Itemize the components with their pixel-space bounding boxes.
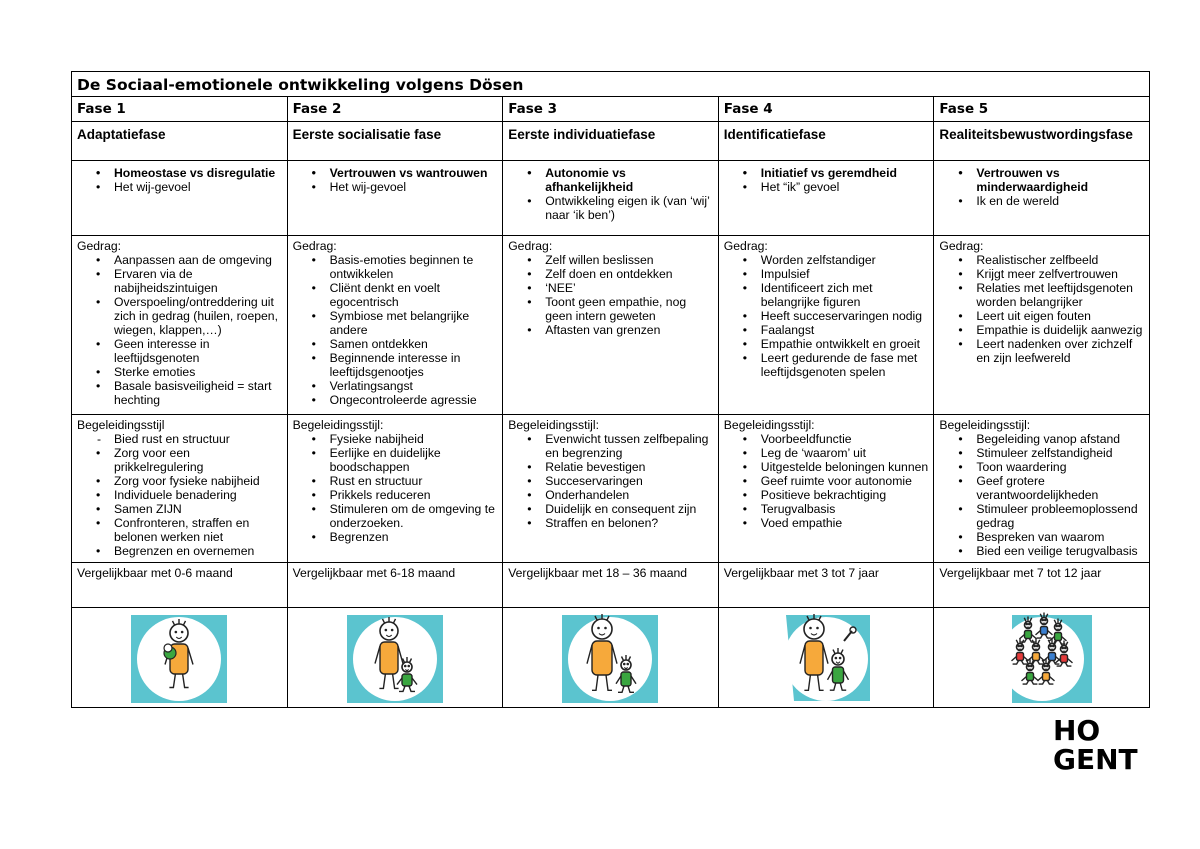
list-item: • Relatie bevestigen	[503, 460, 718, 474]
theme-cell	[934, 161, 1150, 236]
list-item: • Symbiose met belangrijke andere	[288, 309, 503, 337]
list-item: • Voorbeeldfunctie	[719, 432, 934, 446]
phase-label: Fase 5	[939, 101, 989, 117]
person-with-child-icon	[558, 611, 662, 707]
list-item: • Beginnende interesse in leeftijdsgenootjes	[288, 351, 503, 379]
person-and-child-with-tool-icon	[774, 611, 878, 707]
list-item: • Basis-emoties beginnen te ontwikkelen	[288, 253, 503, 281]
comparable-age-text: Vergelijkbaar met 0-6 maand	[77, 566, 233, 580]
phase-name: Realiteitsbewustwordingsfase	[939, 127, 1133, 142]
list-item: - Bied rust en structuur	[72, 432, 287, 446]
list-item: • Ik en de wereld	[934, 194, 1149, 208]
list-item: • Geef ruimte voor autonomie	[719, 474, 934, 488]
logo-line-1: HO	[1053, 714, 1101, 747]
illustration-cell	[718, 608, 934, 708]
list-item: • Toon waardering	[934, 460, 1149, 474]
list-item: • Impulsief	[719, 267, 934, 281]
list-item: • Stimuleer probleemoplossend gedrag	[934, 502, 1149, 530]
list-item: • Stimuleren om de omgeving te onderzoeken.	[288, 502, 503, 530]
list-item: • Het wij-gevoel	[288, 180, 503, 194]
comparable-age-text: Vergelijkbaar met 6-18 maand	[292, 566, 456, 580]
list-item: • Zelf doen en ontdekken	[503, 267, 718, 281]
illustration-cell	[287, 608, 503, 708]
list-item: • Identificeert zich met belangrijke figuren	[719, 281, 934, 309]
phase-label: Fase 3	[508, 101, 558, 117]
list-item: • Vertrouwen vs minderwaardigheid	[934, 166, 1149, 194]
theme-list	[503, 161, 718, 222]
list-item: • Begeleiding vanop afstand	[934, 432, 1149, 446]
list-item: • Krijgt meer zelfvertrouwen	[934, 267, 1149, 281]
guidance-style-list	[503, 432, 718, 530]
behaviour-label: Gedrag:	[292, 239, 337, 253]
behaviour-list	[503, 253, 718, 337]
phase-cell	[934, 97, 1150, 122]
list-item: • Ervaren via de nabijheidszintuigen	[72, 267, 287, 295]
behaviour-cell	[718, 236, 934, 415]
behaviour-label: Gedrag:	[723, 239, 768, 253]
list-item: • Bied een veilige terugvalbasis	[934, 544, 1149, 558]
list-item: • Confronteren, straffen en belonen werken niet	[72, 516, 287, 544]
phase-row	[72, 97, 1150, 122]
illustration-cell	[934, 608, 1150, 708]
list-item: • Realistischer zelfbeeld	[934, 253, 1149, 267]
list-item: • Faalangst	[719, 323, 934, 337]
list-item: • Onderhandelen	[503, 488, 718, 502]
guidance-style-cell	[72, 415, 288, 563]
guidance-style-label: Begeleidingsstijl:	[292, 418, 384, 432]
group-of-children-icon	[990, 611, 1094, 707]
list-item: • Aftasten van grenzen	[503, 323, 718, 337]
theme-list	[719, 161, 934, 194]
comparable-age-text: Vergelijkbaar met 18 – 36 maand	[508, 566, 688, 580]
illustration-cell	[72, 608, 288, 708]
list-item: • Zelf willen beslissen	[503, 253, 718, 267]
phase-name-cell	[287, 122, 503, 161]
behaviour-cell	[503, 236, 719, 415]
list-item: • Fysieke nabijheid	[288, 432, 503, 446]
comparable-age-cell	[503, 563, 719, 608]
list-item: • Begrenzen en overnemen	[72, 544, 287, 558]
list-item: • Zorg voor een prikkelregulering	[72, 446, 287, 474]
hogent-logo	[1053, 716, 1149, 774]
person-with-toddler-icon	[343, 611, 447, 707]
phase-name: Adaptatiefase	[77, 127, 166, 142]
development-table	[71, 71, 1150, 708]
list-item: • Worden zelfstandiger	[719, 253, 934, 267]
person-holding-baby-icon	[127, 611, 231, 707]
guidance-style-label: Begeleidingsstijl:	[723, 418, 815, 432]
list-item: • Leert uit eigen fouten	[934, 309, 1149, 323]
list-item: • Rust en structuur	[288, 474, 503, 488]
list-item: • Eerlijke en duidelijke boodschappen	[288, 446, 503, 474]
theme-list	[72, 161, 287, 194]
document-title: De Sociaal-emotionele ontwikkeling volgens Dösen	[77, 76, 524, 94]
guidance-style-label: Begeleidingsstijl:	[939, 418, 1031, 432]
behaviour-list	[288, 253, 503, 407]
list-item: • Voed empathie	[719, 516, 934, 530]
phase-name-cell	[72, 122, 288, 161]
phase-label: Fase 2	[292, 101, 342, 117]
behaviour-label: Gedrag:	[508, 239, 553, 253]
list-item: • Evenwicht tussen zelfbepaling en begrenzing	[503, 432, 718, 460]
list-item: • Zorg voor fysieke nabijheid	[72, 474, 287, 488]
behaviour-row	[72, 236, 1150, 415]
comparable-age-row	[72, 563, 1150, 608]
behaviour-label: Gedrag:	[77, 239, 122, 253]
behaviour-cell	[287, 236, 503, 415]
list-item: • Autonomie vs afhankelijkheid	[503, 166, 718, 194]
phase-name: Eerste socialisatie fase	[292, 127, 442, 142]
comparable-age-cell	[72, 563, 288, 608]
theme-row	[72, 161, 1150, 236]
behaviour-cell	[934, 236, 1150, 415]
list-item: • Ontwikkeling eigen ik (van ‘wij’ naar ‘ik ben’)	[503, 194, 718, 222]
phase-label: Fase 4	[723, 101, 773, 117]
list-item: • Leg de ‘waarom’ uit	[719, 446, 934, 460]
list-item: • Aanpassen aan de omgeving	[72, 253, 287, 267]
guidance-style-cell	[503, 415, 719, 563]
logo-line-2: GENT	[1053, 743, 1138, 776]
list-item: • Prikkels reduceren	[288, 488, 503, 502]
guidance-style-cell	[934, 415, 1150, 563]
comparable-age-cell	[718, 563, 934, 608]
list-item: • Het wij-gevoel	[72, 180, 287, 194]
list-item: • Homeostase vs disregulatie	[72, 166, 287, 180]
list-item: • Individuele benadering	[72, 488, 287, 502]
guidance-style-list	[934, 432, 1149, 558]
list-item: • Overspoeling/ontreddering uit zich in gedrag (huilen, roepen, wiegen, klappen,…)	[72, 295, 287, 337]
list-item: • Heeft succeservaringen nodig	[719, 309, 934, 323]
behaviour-list	[719, 253, 934, 379]
phase-cell	[72, 97, 288, 122]
list-item: • Uitgestelde beloningen kunnen	[719, 460, 934, 474]
list-item: • Toont geen empathie, nog geen intern geweten	[503, 295, 718, 323]
list-item: • Geen interesse in leeftijdsgenoten	[72, 337, 287, 365]
theme-cell	[718, 161, 934, 236]
list-item: • ‘NEE’	[503, 281, 718, 295]
comparable-age-cell	[934, 563, 1150, 608]
title-cell	[72, 72, 1150, 97]
illustration-cell	[503, 608, 719, 708]
list-item: • Het “ik” gevoel	[719, 180, 934, 194]
comparable-age-cell	[287, 563, 503, 608]
list-item: • Initiatief vs geremdheid	[719, 166, 934, 180]
guidance-style-label: Begeleidingsstijl	[77, 418, 165, 432]
list-item: • Leert gedurende de fase met leeftijdsgenoten spelen	[719, 351, 934, 379]
phase-label: Fase 1	[77, 101, 126, 117]
phase-name-cell	[718, 122, 934, 161]
list-item: • Empathie is duidelijk aanwezig	[934, 323, 1149, 337]
list-item: • Verlatingsangst	[288, 379, 503, 393]
phase-name: Identificatiefase	[723, 127, 826, 142]
list-item: • Samen ZIJN	[72, 502, 287, 516]
phase-name-row	[72, 122, 1150, 161]
phase-name: Eerste individuatiefase	[508, 127, 656, 142]
list-item: • Empathie ontwikkelt en groeit	[719, 337, 934, 351]
list-item: • Bespreken van waarom	[934, 530, 1149, 544]
comparable-age-text: Vergelijkbaar met 7 tot 12 jaar	[939, 566, 1102, 580]
phase-name-cell	[934, 122, 1150, 161]
illustration-row	[72, 608, 1150, 708]
list-item: • Succeservaringen	[503, 474, 718, 488]
list-item: • Basale basisveiligheid = start hechting	[72, 379, 287, 407]
behaviour-list	[934, 253, 1149, 365]
list-item: • Duidelijk en consequent zijn	[503, 502, 718, 516]
guidance-style-list	[288, 432, 503, 544]
list-item: • Relaties met leeftijdsgenoten worden belangrijker	[934, 281, 1149, 309]
theme-list	[934, 161, 1149, 208]
list-item: • Geef grotere verantwoordelijkheden	[934, 474, 1149, 502]
guidance-style-label: Begeleidingsstijl:	[508, 418, 599, 432]
guidance-style-row	[72, 415, 1150, 563]
list-item: • Ongecontroleerde agressie	[288, 393, 503, 407]
behaviour-cell	[72, 236, 288, 415]
comparable-age-text: Vergelijkbaar met 3 tot 7 jaar	[723, 566, 879, 580]
guidance-style-list	[719, 432, 934, 530]
list-item: • Begrenzen	[288, 530, 503, 544]
theme-cell	[503, 161, 719, 236]
list-item: • Leert nadenken over zichzelf en zijn leefwereld	[934, 337, 1149, 365]
list-item: • Samen ontdekken	[288, 337, 503, 351]
theme-cell	[72, 161, 288, 236]
guidance-style-list	[72, 432, 287, 558]
behaviour-list	[72, 253, 287, 407]
list-item: • Vertrouwen vs wantrouwen	[288, 166, 503, 180]
guidance-style-cell	[287, 415, 503, 563]
list-item: • Positieve bekrachtiging	[719, 488, 934, 502]
theme-cell	[287, 161, 503, 236]
phase-cell	[718, 97, 934, 122]
list-item: • Stimuleer zelfstandigheid	[934, 446, 1149, 460]
list-item: • Straffen en belonen?	[503, 516, 718, 530]
phase-cell	[287, 97, 503, 122]
behaviour-label: Gedrag:	[939, 239, 984, 253]
theme-list	[288, 161, 503, 194]
list-item: • Sterke emoties	[72, 365, 287, 379]
phase-cell	[503, 97, 719, 122]
phase-name-cell	[503, 122, 719, 161]
list-item: • Terugvalbasis	[719, 502, 934, 516]
guidance-style-cell	[718, 415, 934, 563]
list-item: • Cliënt denkt en voelt egocentrisch	[288, 281, 503, 309]
